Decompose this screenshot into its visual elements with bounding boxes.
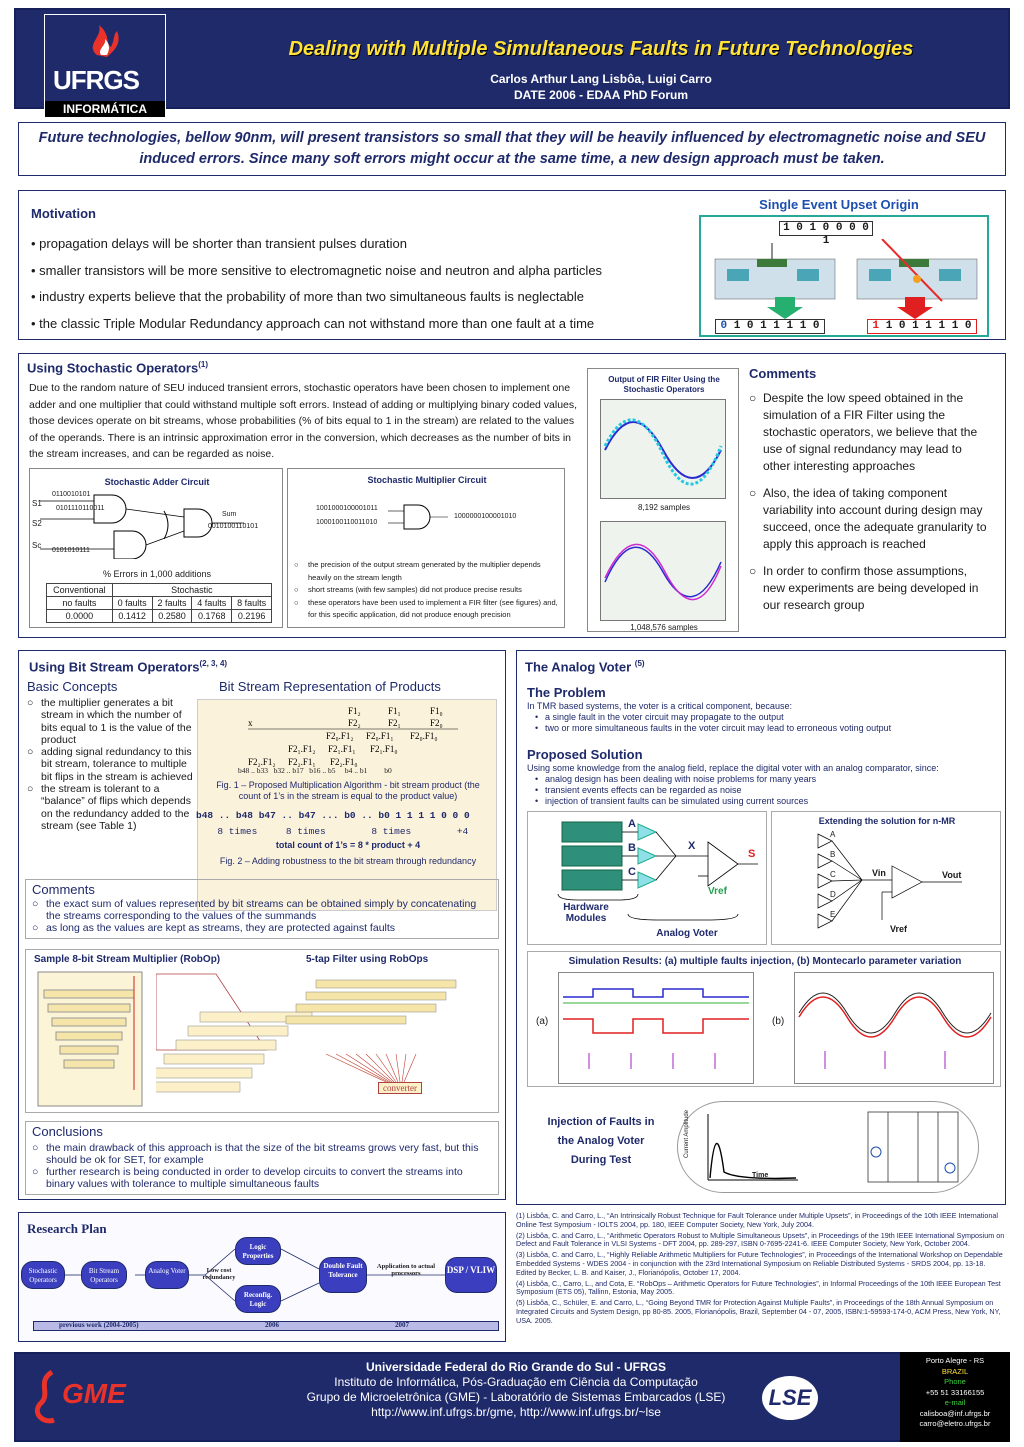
concept-item: ○ the multiplier generates a bit stream in which the number of bits equal to 1 is the value of the product (27, 697, 199, 746)
solution-item: • injection of transient faults can be simulated using current sources (535, 796, 816, 807)
sim-a-label: (a) (536, 1016, 549, 1027)
svg-text:F1₂: F1₂ (348, 706, 361, 716)
plan-node-bitstream: Bit Stream Operators (81, 1261, 127, 1289)
svg-text:F2₀.F1₀: F2₀.F1₀ (410, 731, 438, 741)
svg-text:F1₁: F1₁ (388, 706, 401, 716)
footer-university: Universidade Federal do Rio Grande do Sul - UFRGS (365, 1360, 667, 1374)
adder-s1-label: S1 (32, 499, 42, 508)
plan-node-analog: Analog Voter (145, 1261, 189, 1289)
nmr-title: Extending the solution for n-MR (818, 816, 956, 826)
motivation-panel (18, 190, 1006, 340)
footer-institute: Instituto de Informática, Pós-Graduação em Ciência da Computação (334, 1375, 698, 1389)
analog-voter-figure (527, 811, 767, 945)
contact-phone: +55 51 33166155 (925, 1387, 985, 1397)
motivation-heading: Motivation (31, 206, 96, 221)
fir-title: Output of FIR Filter Using the Stochastic Operators (608, 375, 720, 394)
reference-item: (2) Lisbôa, C. and Carro, L., “Arithmetic Operators Robust to Multiple Simultaneous Upsets”, in Proceedings of the 19th IEEE International Symposium on Defect and Fault Tolerance in VLSI Systems - DFT 2004, pp. 289-297, ISBN 0-7695-2241-6. IEEE Computer Society, New York, October 2004. (516, 1230, 1005, 1249)
logo-text: UFRGS (53, 65, 139, 95)
stochastic-panel (18, 353, 1006, 638)
robop-figure (25, 949, 499, 1113)
stochastic-comments-heading: Comments (749, 366, 817, 381)
motivation-item: • industry experts believe that the probability of more than two simultaneous faults is neglectable (31, 289, 585, 304)
table-head-stochastic: Stochastic (112, 584, 271, 597)
comment-item: ○ the exact sum of values represented by bit streams can be obtained simply by concatenating the streams corresponding to the values of the summands (32, 898, 492, 922)
references (516, 1212, 1006, 1344)
bitstream-heading (29, 659, 227, 674)
fir-plot-8k (600, 399, 726, 499)
sim-b-waveforms (795, 973, 993, 1083)
fir-plot-8k-curves (601, 400, 725, 498)
motivation-item: • the classic Triple Modular Redundancy approach can not withstand more than one fault at a time (31, 315, 595, 331)
seu-flipped-bit: 1 (872, 320, 880, 332)
reference-item: (5) Lisbôa, C., Schüler, E. and Carro, L., “Going Beyond TMR for Protection Against Multiple Faults”, in Proceedings of the 18th Annual Symposium on Integrated Circuits and System Design, pp 80-85. 2005, Florianópolis, Brazil, September 04 - 07, 2005, ISBN:1-59593-174-0, ACM Press, New York, NY, USA. 2005. (516, 1298, 1001, 1325)
analog-heading-text: The Analog Voter (525, 659, 632, 675)
total-count: total count of 1’s = 8 * product + 4 (275, 840, 421, 850)
motivation-item: • smaller transistors will be more sensitive to electromagnetic noise and neutron and alpha particles (31, 262, 603, 278)
nmr-label-b: B (830, 850, 836, 859)
contact-country: BRAZIL (941, 1366, 969, 1376)
adder-sc-label: Sc (32, 541, 42, 550)
concept-item: ○ the stream is tolerant to a “balance” of flips which depends on the redundancy added to the stream (see Table 1) (27, 783, 199, 832)
note-item: ○ short streams (with few samples) did not produce precise results (294, 584, 558, 597)
plan-application-label: Application to actual processors (376, 1263, 436, 1277)
table-subhead: 4 faults (192, 597, 232, 610)
fig2-caption: Fig. 2 – Adding robustness to the bit stream through redundancy (219, 856, 477, 866)
reference-item: (3) Lisbôa, C. and Carro, L., “Highly Reliable Arithmetic Multipliers for Future Technologies”, in Proceedings of the International Workshop on Dependable Embedded Systems - WDES 2004 - in conjunction with the 23rd International Symposium on Reliable Distributed Systems - SRDS 2004, pp. 13-18. Edited by Becker, L. B. and Kaiser, J., Florianópolis, October 17, 2004. (516, 1250, 1003, 1277)
sim-b-plot (794, 972, 994, 1084)
adder-s1-stream: 0110010101 (52, 491, 91, 498)
problem-item: • a single fault in the voter circuit may propagate to the output (535, 712, 891, 723)
nmr-label-c: C (830, 870, 836, 879)
footer-urls: http://www.inf.ufrgs.br/gme, http://www.inf.ufrgs.br/~lse (371, 1405, 661, 1419)
injection-title: Injection of Faults in the Analog Voter During Test (547, 1116, 655, 1166)
svg-text:F1₀: F1₀ (430, 706, 443, 716)
lse-logo: LSE (762, 1376, 818, 1420)
mult-out-stream: 1000000100001010 (454, 513, 517, 520)
nmr-label-vout: Vout (942, 870, 962, 880)
timeline-2006: 2006 (265, 1321, 279, 1329)
concept-item: ○ adding signal redundancy to this bit stream, tolerance to multiple bit flips in the stream is achieved (27, 746, 199, 783)
research-plan-heading: Research Plan (27, 1221, 107, 1236)
adder-figure (29, 468, 283, 628)
svg-text:F2₂.F1₀: F2₂.F1₀ (330, 757, 358, 767)
contact-email-1: calisboa@inf.ufrgs.br (919, 1408, 991, 1418)
filter-title: 5-tap Filter using RobOps (306, 954, 429, 965)
multiplier-title: Stochastic Multiplier Circuit (367, 475, 487, 485)
solution-item: • analog design has been dealing with noise problems for many years (535, 774, 816, 785)
bitstream-comments-list (32, 898, 492, 934)
problem-intro: In TMR based systems, the voter is a critical component, because: (527, 701, 792, 711)
conclusion-item: ○ the main drawback of this approach is that the size of the bit streams grows very fast, but this should be ok for SET, for example (32, 1142, 492, 1166)
multiplier-figure (287, 468, 565, 628)
voter-label-a: A (628, 818, 636, 830)
svg-text:x: x (248, 718, 253, 728)
basic-concepts-list (27, 697, 199, 832)
table-cell: 0.1412 (112, 610, 152, 623)
svg-text:F2₂: F2₂ (348, 718, 361, 728)
errors-caption: % Errors in 1,000 additions (102, 569, 212, 579)
adder-s2-label: S2 (32, 519, 42, 528)
note-item: ○ these operators have been used to implement a FIR filter (see figures) and, for this specific application, did not produce enough precision (294, 597, 558, 622)
seu-correct-rest: 1 0 1 1 1 1 0 (727, 320, 820, 332)
contact-city: Porto Alegre - RS (925, 1356, 985, 1365)
stochastic-heading-ref: (1) (198, 360, 208, 369)
plan-lowcost-label: Low cost redundancy (202, 1267, 236, 1281)
table-cell: 0.1768 (192, 610, 232, 623)
footer-group: Grupo de Microeletrônica (GME) - Laboratório de Sistemas Embarcados (LSE) (306, 1390, 726, 1404)
ufrgs-logo (44, 14, 166, 118)
seu-figure (699, 215, 989, 337)
problem-list (535, 712, 891, 734)
stochastic-heading (27, 360, 208, 375)
errors-table (46, 583, 272, 623)
plan-node-dsp: DSP / VLIW (445, 1257, 497, 1293)
adder-s2-stream: 0101010111 (52, 547, 90, 554)
fir-plot-1m-curves (601, 522, 725, 620)
seu-title: Single Event Upset Origin (759, 197, 919, 212)
plan-node-logic: Logic Properties (235, 1237, 281, 1265)
analog-heading-ref: (5) (634, 659, 645, 668)
bitstream-heading-ref: (2, 3, 4) (199, 659, 228, 668)
reference-item: (1) Lisbôa, C. and Carro, L., “An Intrinsically Robust Technique for Fault Tolerance under Multiple Upsets”, in Proceedings of the 10th IEEE International Online Test Symposium - IOLTS 2004, pp. 180, IEEE Computer Society, New York, July 2004. (516, 1211, 998, 1229)
nmr-label-vref: Vref (890, 924, 908, 934)
adder-title: Stochastic Adder Circuit (104, 477, 210, 487)
table-subhead: 0 faults (112, 597, 152, 610)
svg-text:F2₁.F1₂: F2₁.F1₂ (288, 744, 316, 754)
table-subhead: no faults (47, 597, 113, 610)
seu-faulty-word (867, 319, 977, 334)
injection-figure (527, 1093, 1001, 1199)
comment-item: ○ as long as the values are kept as streams, they are protected against faults (32, 922, 492, 934)
time-axis-label: Time (752, 1172, 769, 1179)
comment-item: ○ In order to confirm those assumptions, new experiments are being developed in our research group (749, 563, 989, 614)
analog-voter-panel (516, 650, 1006, 1205)
seu-correct-bit: 0 (720, 320, 728, 332)
solution-list (535, 774, 816, 807)
timeline-previous: previous work (2004-2005) (59, 1321, 139, 1329)
comment-item: ○ Despite the low speed obtained in the simulation of a FIR Filter using the stochastic operators, we believe that the use of signal redundancy may lead to other interesting approaches (749, 390, 989, 475)
current-axis-label: Current Amplitude (684, 1109, 690, 1158)
gme-logo-text: GME (62, 1378, 126, 1409)
table-cell: 0.2196 (232, 610, 272, 623)
motivation-list (31, 231, 711, 337)
analog-heading (525, 659, 645, 674)
redundant-stream: b48 .. b48 b47 .. b47 ... b0 .. b0 1 1 1 1 0 0 0 (196, 810, 470, 821)
nmr-label-e: E (830, 910, 836, 919)
stream-repetition: 8 times 8 times 8 times +4 (206, 826, 469, 837)
mult-b-stream: 1000100110011010 (316, 519, 378, 526)
intro-statement: Future technologies, bellow 90nm, will present transistors so small that they will be heavily influenced by electromagnetic noise and SEU induced errors. Since many soft errors might occur at the same time, a new design approach must be taken. (18, 122, 1006, 176)
contact-phone-label: Phone (944, 1377, 966, 1386)
voter-circuit-diagram (528, 812, 768, 946)
problem-item: • two or more simultaneous faults in the voter circuit may lead to erroneous voting output (535, 723, 891, 734)
conclusion-item: ○ further research is being conducted in order to develop circuits to convert the streams into binary values with tolerance to multiple simultaneous faults (32, 1166, 492, 1190)
multiplication-algorithm (208, 704, 488, 772)
conclusions-list (32, 1142, 492, 1190)
poster-authors: Carlos Arthur Lang Lisbôa, Luigi Carro (490, 72, 712, 86)
timeline-2007: 2007 (395, 1321, 409, 1329)
svg-text:F2₀.F1₂: F2₀.F1₂ (326, 731, 354, 741)
logo-subtitle: INFORMÁTICA (45, 101, 165, 117)
fir-caption-1m: 1,048,576 samples (630, 623, 698, 632)
stochastic-body: Due to the random nature of SEU induced transient errors, stochastic operators have been chosen to implement one adder and one multiplier that could withstand multiple soft errors. Instead of adding or multiplying binary coded values, those devices operate on bit streams, whose probabilities (% of bits equal to 1 in the stream) are related to the values of the operands. There is an intrinsic approximation error in the conversion, which decreases as the number of bits in the stream increases, and can be regarded as noise. (29, 382, 578, 460)
plan-node-double-fault: Double Fault Tolerance (319, 1257, 367, 1293)
stochastic-comments (749, 390, 989, 614)
robop-multiplier-diagram (34, 970, 154, 1110)
adder-sum-label: Sum (222, 511, 237, 518)
seu-correct-word (715, 319, 825, 334)
nmr-label-vin: Vin (872, 868, 886, 878)
fig1-caption: Fig. 1 – Proposed Multiplication Algorithm - bit stream product (the count of 1’s in the stream is equal to the product value) (216, 780, 480, 801)
analog-voter-label: Analog Voter (656, 928, 718, 939)
fir-plot-1m (600, 521, 726, 621)
poster-header (14, 8, 1010, 116)
svg-text:F2₁.F1₁: F2₁.F1₁ (328, 744, 356, 754)
fig1-bit-ranges: b48 .. b33 b32 .. b17 b16 .. b5 b4 .. b1 b0 (238, 766, 392, 775)
solution-heading: Proposed Solution (527, 747, 643, 762)
table-head-conventional: Conventional (47, 584, 113, 597)
fir-caption-8k: 8,192 samples (637, 503, 691, 512)
bitstream-panel (18, 650, 506, 1200)
voter-label-x: X (688, 840, 696, 852)
svg-text:F2₁.F1₀: F2₁.F1₀ (370, 744, 398, 754)
voter-label-s: S (748, 848, 756, 860)
research-plan-panel (18, 1212, 506, 1342)
svg-text:F2₂.F1₂: F2₂.F1₂ (248, 757, 276, 767)
seu-faulty-rest: 1 0 1 1 1 1 0 (879, 320, 972, 332)
sim-b-label: (b) (772, 1016, 785, 1027)
robop-title: Sample 8-bit Stream Multiplier (RobOp) (34, 954, 221, 965)
contact-email-label: e-mail (944, 1398, 966, 1407)
voter-label-vref: Vref (708, 886, 727, 897)
plan-node-stochastic: Stochastic Operators (21, 1261, 65, 1289)
solution-item: • transient events effects can be regarded as noise (535, 785, 816, 796)
poster-title: Dealing with Multiple Simultaneous Faults in Future Technologies (288, 38, 914, 60)
sim-a-plot (558, 972, 754, 1084)
nmr-label-d: D (830, 890, 836, 899)
comment-item: ○ Also, the idea of taking component variability into account during design may succeed, once the adequate granularity to apply this approach is reached (749, 485, 989, 553)
voter-label-b: B (628, 842, 636, 854)
poster-venue: DATE 2006 - EDAA PhD Forum (513, 88, 689, 102)
note-item: ○ the precision of the output stream generated by the multiplier depends heavily on the stream length (294, 559, 558, 584)
simulation-title: Simulation Results: (a) multiple faults injection, (b) Montecarlo parameter variation (568, 956, 962, 967)
svg-text:F2₂.F1₁: F2₂.F1₁ (288, 757, 316, 767)
basic-concepts-heading: Basic Concepts (27, 679, 118, 694)
reference-item: (4) Lisbôa, C., Carro, L., and Cota, E. “RobOps – Arithmetic Operators for Future Technologies”, in Informal Proceedings of the 10th IEEE European Test Symposium (ETS 05), Tallinn, Estonia, May 2005. (516, 1278, 1001, 1297)
table-subhead: 8 faults (232, 597, 272, 610)
nmr-figure (771, 811, 1001, 945)
solution-intro: Using some knowledge from the analog field, replace the digital voter with an analog comparator, since: (527, 763, 939, 773)
injection-pulse-and-circuit (678, 1102, 978, 1192)
problem-heading: The Problem (527, 685, 606, 700)
seu-arrows (761, 297, 941, 319)
contact-box (900, 1352, 1010, 1442)
svg-text:F2₀: F2₀ (430, 718, 443, 728)
voter-label-c: C (628, 866, 636, 878)
bitstream-comments-heading: Comments (32, 882, 95, 897)
seu-top-word: 1 0 1 0 0 0 0 1 (779, 221, 873, 236)
simulation-figure (527, 951, 1001, 1087)
table-cell: 0.0000 (47, 610, 113, 623)
bitstream-comments (25, 879, 499, 939)
stochastic-heading-text: Using Stochastic Operators (27, 360, 199, 376)
svg-text:F2₁: F2₁ (388, 718, 401, 728)
contact-email-2: carro@eletro.ufrgs.br (919, 1419, 991, 1428)
nmr-label-a: A (830, 830, 836, 839)
multiplier-notes (294, 559, 558, 622)
converter-label: converter (378, 1082, 422, 1094)
and-gate-icon (388, 501, 448, 531)
fir-output-figure (587, 368, 739, 632)
table-cell: 0.2580 (152, 610, 192, 623)
adder-sum-stream: 0010100110101 (208, 523, 259, 530)
gme-logo-mark (30, 1368, 60, 1428)
svg-text:F2₀.F1₁: F2₀.F1₁ (366, 731, 394, 741)
filter-diagram (156, 970, 496, 1110)
poster-footer (14, 1352, 1010, 1442)
injection-diagram (677, 1101, 979, 1193)
conclusions-heading: Conclusions (32, 1124, 103, 1139)
hardware-modules-label: Hardware Modules (563, 902, 609, 924)
bitstream-heading-text: Using Bit Stream Operators (29, 659, 200, 675)
adder-s1b-stream: 0101110110011 (56, 505, 105, 512)
sim-a-waveforms (559, 973, 753, 1083)
mult-a-stream: 1001000100001011 (316, 505, 378, 512)
repr-heading: Bit Stream Representation of Products (219, 679, 441, 694)
plan-node-reconfig: Reconfig. Logic (235, 1285, 281, 1313)
bitstream-conclusions (25, 1121, 499, 1195)
motivation-item: • propagation delays will be shorter than transient pulses duration (31, 236, 407, 251)
table-subhead: 2 faults (152, 597, 192, 610)
